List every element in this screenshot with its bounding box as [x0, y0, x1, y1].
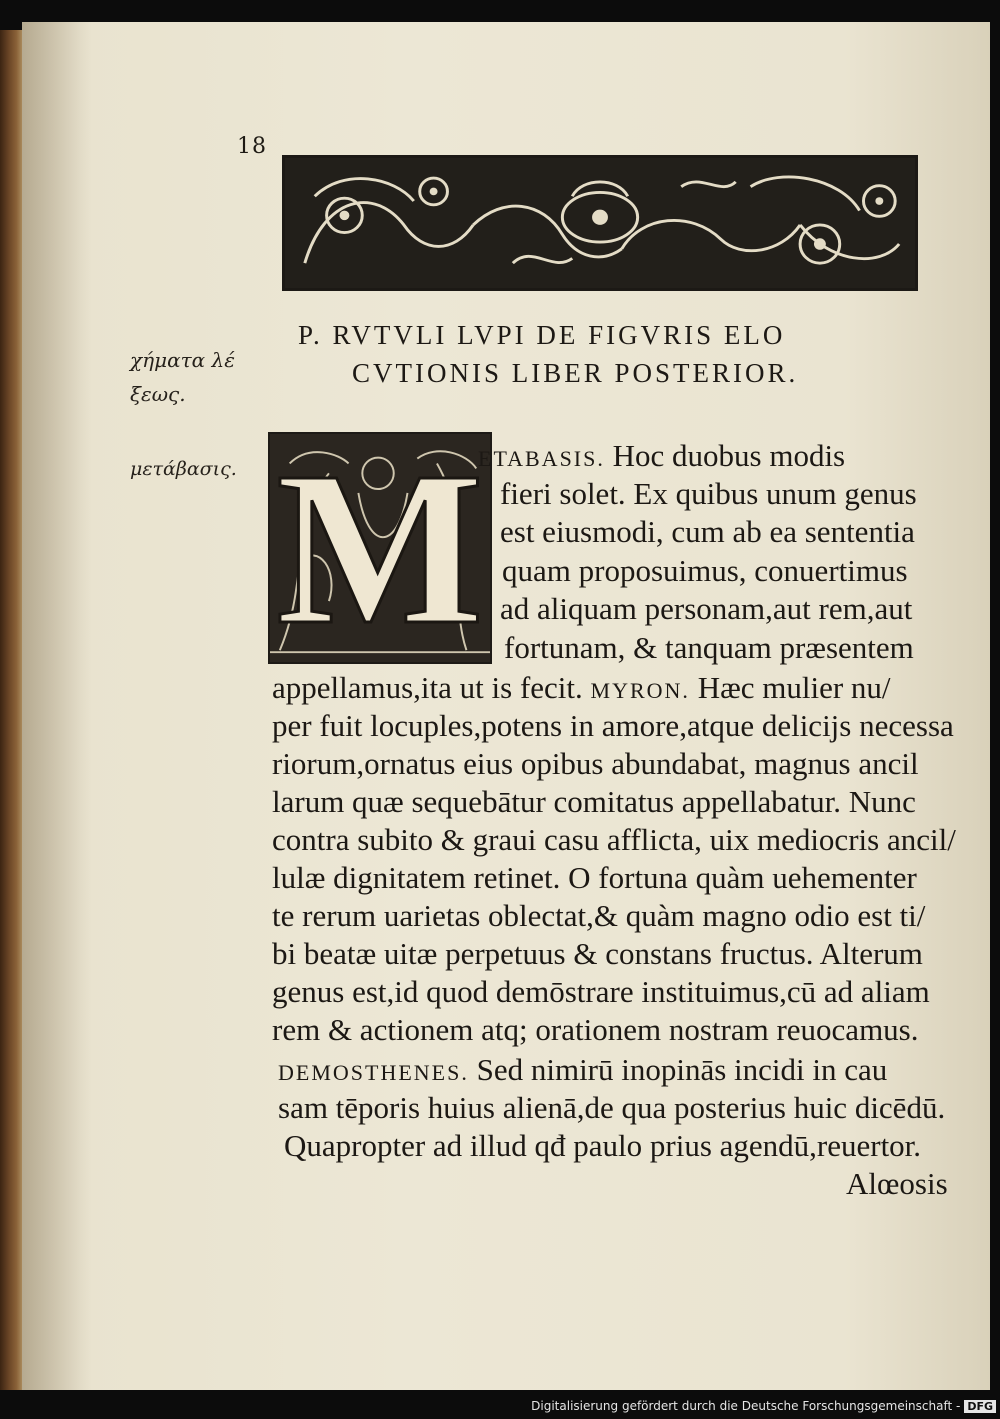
book-spine — [0, 30, 22, 1390]
body-line-10: larum quæ sequebātur comitatus appellabatur. Nunc — [272, 784, 916, 819]
body-line-15: genus est,id quod demōstrare instituimus,cū ad aliam — [272, 974, 930, 1009]
page-fold-shadow — [22, 22, 92, 1390]
body-line-1-lead: ETABASIS. — [478, 446, 605, 471]
page-number: 18 — [237, 134, 267, 159]
digitization-credit — [531, 1399, 996, 1413]
body-line-19: Quapropter ad illud qđ paulo prius agendū,reuertor. — [284, 1128, 922, 1163]
margin-note-greek-2: ξεως. — [130, 382, 186, 406]
ornamental-headpiece — [282, 155, 918, 291]
dfg-logo: DFG — [964, 1400, 996, 1413]
body-line-17-text: Sed nimirū inopinās incidi in cau — [468, 1052, 888, 1087]
margin-note-greek-1: χήματα λέ — [130, 348, 235, 372]
body-line-17 — [278, 1054, 887, 1085]
body-line-7 — [272, 672, 891, 703]
footer-text: Digitalisierung gefördert durch die Deutsche Forschungsgemeinschaft - — [531, 1399, 961, 1413]
body-line-7-lead: MYRON. — [590, 678, 690, 703]
body-line-7-text: appellamus,ita ut is fecit. — [272, 670, 591, 705]
body-line-5: ad aliquam personam,aut rem,aut — [500, 591, 913, 626]
body-line-16: rem & actionem atq; orationem nostram reuocamus. — [272, 1012, 919, 1047]
body-line-14: bi beatæ uitæ perpetuus & constans fructus. Alterum — [272, 936, 923, 971]
body-line-2: fieri solet. Ex quibus unum genus — [500, 476, 917, 511]
book-page — [22, 22, 990, 1390]
body-line-4: quam proposuimus, conuertimus — [502, 553, 908, 588]
body-line-11: contra subito & graui casu afflicta, uix mediocris ancil/ — [272, 822, 956, 857]
body-line-9: riorum,ornatus eius opibus abundabat, magnus ancil — [272, 746, 919, 781]
body-line-18: sam tēporis huius alienā,de qua posterius huic dicēdū. — [278, 1090, 946, 1125]
body-line-1 — [478, 440, 845, 471]
body-line-13: te rerum uarietas oblectat,& quàm magno odio est ti/ — [272, 898, 926, 933]
chapter-title-line-1: P. RVTVLI LVPI DE FIGVRIS ELO — [298, 320, 786, 350]
decorated-initial — [268, 426, 492, 670]
catchword: Alœosis — [846, 1166, 948, 1201]
body-line-1-text: Hoc duobus modis — [604, 438, 846, 473]
body-line-6: fortunam, & tanquam præsentem — [504, 630, 914, 665]
headpiece-ornament-icon — [285, 158, 915, 288]
body-line-17-lead: DEMOSTHENES. — [278, 1060, 469, 1085]
body-line-3: est eiusmodi, cum ab ea sententia — [500, 514, 915, 549]
margin-note-metabasis: μετάβασις. — [130, 458, 237, 480]
body-line-12: lulæ dignitatem retinet. O fortuna quàm uehementer — [272, 860, 917, 895]
body-line-7-text2: Hæc mulier nu/ — [689, 670, 891, 705]
chapter-title-line-2: CVTIONIS LIBER POSTERIOR. — [352, 358, 799, 388]
body-line-8: per fuit locuples,potens in amore,atque delicijs necessa — [272, 708, 954, 743]
initial-letter: M — [276, 426, 484, 670]
